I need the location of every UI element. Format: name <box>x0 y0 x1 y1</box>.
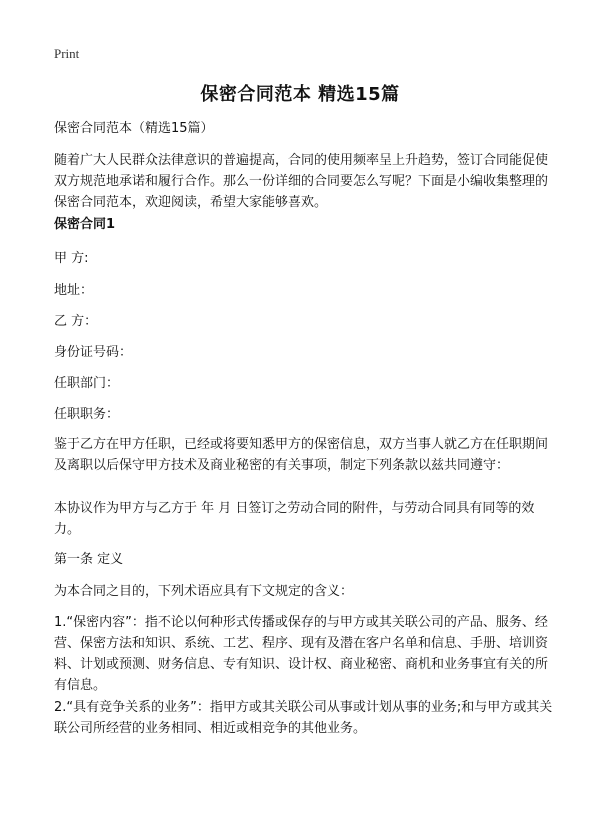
document-subtitle: 保密合同范本（精选15篇） <box>54 121 214 136</box>
print-label: Print <box>54 46 80 61</box>
id-number-field: 身份证号码： <box>54 345 133 360</box>
annex-paragraph: 本协议作为甲方与乙方于 年 月 日签订之劳动合同的附件，与劳动合同具有同等的效力。 <box>54 501 535 537</box>
department-field: 任职部门： <box>54 376 120 391</box>
document-title: 保密合同范本 精选15篇 <box>200 84 400 105</box>
intro-paragraph: 随着广大人民群众法律意识的普遍提高，合同的使用频率呈上升趋势，签订合同能促使双方规范地承诺和履行合作。那么一份详细的合同要怎么写呢？下面是小编收集整理的保密合同范本，欢迎阅读，希望大家能够喜欢。 <box>54 153 549 210</box>
address-field: 地址： <box>54 283 94 298</box>
clause-1: 1.“保密内容”：指不论以何种形式传播或保存的与甲方或其关联公司的产品、服务、经营、保密方法和知识、系统、工艺、程序、现有及潜在客户名单和信息、手册、培训资料、计划或预测、财务信息、专有知识、设计权、商业秘密、商机和业务事宜有关的所有信息。 <box>54 615 549 693</box>
article-1-intro: 为本合同之目的，下列术语应具有下文规定的含义： <box>54 584 354 599</box>
party-b-field: 乙 方： <box>54 314 98 329</box>
article-1-heading: 第一条 定义 <box>54 552 124 567</box>
position-field: 任职职务： <box>54 407 120 422</box>
party-a-field: 甲 方: <box>54 251 89 266</box>
section-heading: 保密合同1 <box>54 217 116 232</box>
clause-2: 2.“具有竞争关系的业务”：指甲方或其关联公司从事或计划从事的业务;和与甲方或其关联公司所经营的业务相同、相近或相竞争的其他业务。 <box>54 700 553 736</box>
recital-paragraph: 鉴于乙方在甲方任职，已经或将要知悉甲方的保密信息，双方当事人就乙方在任职期间及离职以后保守甲方技术及商业秘密的有关事项，制定下列条款以兹共同遵守： <box>54 437 549 473</box>
